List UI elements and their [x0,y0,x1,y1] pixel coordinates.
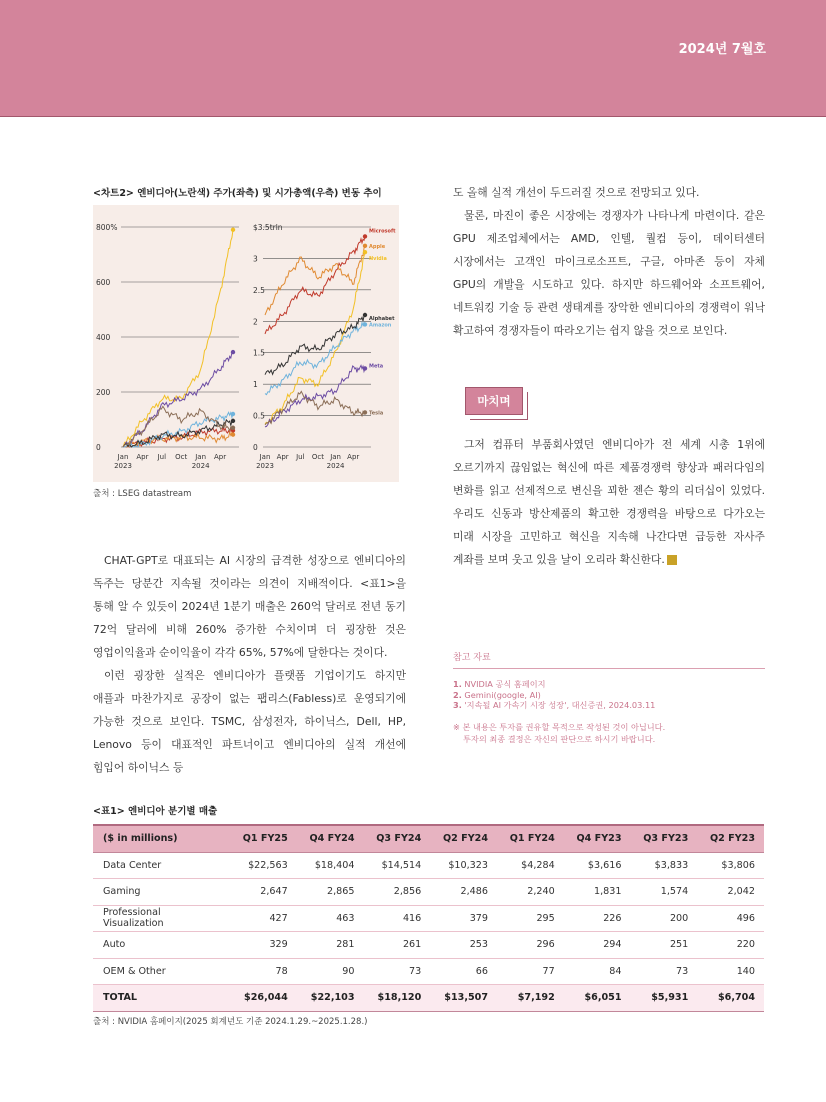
table-cell: 2,486 [430,879,497,906]
series-end-dot [231,350,235,354]
body-paragraph: CHAT-GPT로 대표되는 AI 시장의 급격한 성장으로 엔비디아의 독주는 당분간 지속될 것이라는 의견이 지배적이다. <표1>을 통해 알 수 있듯이 2024년 1분기 매출은 260억 달러로 전년 동기 72억 달러에 비해 260% 증가한 수치이며 더 굉장한 것은 영업이익율과 순이익율이 각각 65%, 57%에 달한다는 것이다. [93,554,406,659]
table-cell: 73 [631,958,698,985]
table-cell: $6,051 [564,985,631,1012]
y-tick-label: 1.5 [253,348,265,358]
x-tick-label: Oct [311,453,324,461]
x-tick-label: Jan [117,453,129,461]
x-tick-label: Jul [157,453,167,461]
table-cell: 261 [364,932,431,959]
table-cell: 200 [631,905,698,932]
section-heading-conclusion: 마치며 [465,387,523,415]
series-end-dot [363,244,367,248]
x-tick-label: Apr [136,453,149,461]
table-row [93,905,764,932]
series-line-nvidia [123,230,233,447]
column-header: Q4 FY23 [564,825,631,852]
year-label: 2024 [191,462,210,470]
table-cell: $22,563 [230,852,297,879]
body-paragraph: 이런 굉장한 실적은 엔비디아가 플랫폼 기업이기도 하지만 애플과 마찬가지로 공장이 없는 팹리스(Fabless)로 운영되기에 가능한 것으로 보인다. TSMC, 삼성전자, 하이닉스, Dell, HP, Lenovo 등이 대표적인 파트너이고 엔비디아의 실적 개선에 힘입어 하이닉스 등 [93,669,406,774]
table-cell: 294 [564,932,631,959]
table-row [93,932,764,959]
table-cell: $7,192 [497,985,564,1012]
table-title: <표1> 엔비디아 분기별 매출 [93,806,218,817]
legend-label: Nvidia [369,256,387,263]
legend-label: Apple [369,243,386,250]
table-cell: $18,404 [297,852,364,879]
table-row [93,958,764,985]
right-body-text [453,181,765,342]
series-end-dot [363,410,367,414]
y-tick-label: 0 [253,443,258,452]
legend-label: Microsoft [369,228,396,235]
disclaimer-line: ※ 본 내용은 투자를 권유할 목적으로 작성된 것이 아닙니다. [453,721,666,732]
reference-item: 1. NVIDIA 공식 홈페이지 [453,679,546,689]
x-tick-label: Jan [330,453,341,461]
y-tick-label: 3 [253,254,258,264]
row-label: OEM & Other [93,958,230,985]
conclusion-paragraph: 그저 컴퓨터 부품회사였던 엔비디아가 전 세계 시총 1위에 오르기까지 끊임없는 혁신에 따른 제품경쟁력 향상과 패러다임의 변화를 읽고 선제적으로 변신을 꾀한 젠슨 황의 리더십이 있었다. 우리도 신동과 방산제품의 확고한 경쟁력을 바탕으로 다가오는 미래 시장을 고민하고 혁신을 지속해 나간다면 급등한 자사주 계좌를 보며 웃고 있을 날이 오리라 확신한다. [453,438,765,566]
series-end-dot [363,250,367,254]
table-cell: 226 [564,905,631,932]
y-tick-label: 1 [253,380,258,390]
body-paragraph: 도 올해 실적 개선이 두드러질 것으로 전망되고 있다. [453,186,700,199]
table-cell: 2,647 [230,879,297,906]
table-cell: 90 [297,958,364,985]
table-cell: 66 [430,958,497,985]
end-mark-icon [667,555,677,565]
series-end-dot [231,419,235,423]
table-cell: 140 [697,958,764,985]
x-tick-label: Apr [347,453,360,461]
table-cell: 463 [297,905,364,932]
table-cell: 296 [497,932,564,959]
series-end-dot [363,322,367,326]
table-cell: 427 [230,905,297,932]
table-cell: 379 [430,905,497,932]
x-tick-label: Oct [175,453,188,461]
table-cell: $13,507 [430,985,497,1012]
table-cell: $18,120 [364,985,431,1012]
y-tick-label: 2.5 [253,285,265,295]
table-cell: 77 [497,958,564,985]
x-tick-label: Jul [296,453,305,461]
disclaimer-line: 투자의 최종 결정은 자신의 판단으로 하시기 바랍니다. [463,733,656,744]
table-cell: $10,323 [430,852,497,879]
legend-label: Amazon [369,322,392,329]
series-line-amazon [265,322,365,394]
table-source: 출처 : NVIDIA 홈페이지(2025 회계년도 기준 2024.1.29.~2025.1.28.) [93,1017,368,1027]
column-header: ($ in millions) [93,825,230,852]
x-tick-label: Apr [276,453,289,461]
series-line-apple [265,246,365,315]
revenue-table [93,824,764,1012]
issue-label: 2024년 7월호 [678,42,766,57]
series-end-dot [363,366,367,370]
table-cell: 2,240 [497,879,564,906]
legend-label: Tesla [369,410,384,417]
y-tick-label: 600 [96,278,111,287]
page-header [0,0,826,117]
y-tick-label: 400 [96,333,111,342]
table-cell: 329 [230,932,297,959]
table-row [93,852,764,879]
y-tick-label: 200 [96,388,111,397]
table-cell: $4,284 [497,852,564,879]
table-row [93,879,764,906]
table-cell: 73 [364,958,431,985]
column-header: Q2 FY23 [697,825,764,852]
column-header: Q1 FY25 [230,825,297,852]
references [453,650,765,745]
table-cell: 281 [297,932,364,959]
table-cell: 295 [497,905,564,932]
stock-chart [93,205,399,482]
legend-label: Meta [369,363,384,370]
left-body-text [93,549,406,779]
column-header: Q4 FY24 [297,825,364,852]
table-cell: 220 [697,932,764,959]
series-line-microsoft [265,236,365,334]
conclusion-text [453,433,765,571]
x-tick-label: Jan [195,453,207,461]
y-tick-label: $3.5trln [253,223,283,232]
series-end-dot [363,313,367,317]
table-cell: 2,865 [297,879,364,906]
series-end-dot [231,228,235,232]
table-cell: 1,831 [564,879,631,906]
table-cell: $3,833 [631,852,698,879]
table-cell: $14,514 [364,852,431,879]
table-cell: $6,704 [697,985,764,1012]
row-label: TOTAL [93,985,230,1012]
series-end-dot [363,234,367,238]
references-title: 참고 자료 [453,650,765,669]
y-tick-label: 0.5 [253,411,265,421]
table-cell: 78 [230,958,297,985]
y-tick-label: 0 [96,443,101,452]
series-end-dot [231,426,235,430]
table-cell: 1,574 [631,879,698,906]
row-label: Data Center [93,852,230,879]
column-header: Q2 FY24 [430,825,497,852]
table-cell: $5,931 [631,985,698,1012]
x-tick-label: Jan [259,453,271,461]
column-header: Q3 FY23 [631,825,698,852]
column-header: Q3 FY24 [364,825,431,852]
row-label: Auto [93,932,230,959]
table-cell: $22,103 [297,985,364,1012]
year-label: 2023 [256,462,274,470]
table-cell: 2,042 [697,879,764,906]
table-cell: $3,806 [697,852,764,879]
row-label: Professional Visualization [93,905,230,932]
chart-panel [93,205,399,482]
chart-title: <차트2> 엔비디아(노란색) 주가(좌측) 및 시가총액(우측) 변동 추이 [93,188,382,199]
x-tick-label: Apr [213,453,227,461]
series-end-dot [231,412,235,416]
series-end-dot [231,432,235,436]
column-header: Q1 FY24 [497,825,564,852]
body-paragraph: 물론, 마진이 좋은 시장에는 경쟁자가 나타나게 마련이다. 같은 GPU 제조업체에서는 AMD, 인텔, 퀄컴 등이, 데이터센터 시장에서는 고객인 마이크로소프트, 구글, 아마존 등이 자체 GPU의 개발을 시도하고 있다. 하지만 하드웨어와 소프트웨어, 네트워킹 기술 등 관련 생태계를 장악한 엔비디아의 경쟁력이 워낙 확고하여 경쟁자들이 따라오기는 쉽지 않을 것으로 보인다. [453,209,765,337]
reference-item: 3. '지속될 AI 가속기 시장 성장', 대신증권, 2024.03.11 [453,700,656,711]
table-header-row [93,825,764,852]
table-cell: 251 [631,932,698,959]
y-tick-label: 800% [96,223,118,232]
table-cell: 84 [564,958,631,985]
reference-item: 2. Gemini(google, AI) [453,689,541,700]
series-line-meta [265,365,365,427]
disclaimer [453,721,765,745]
table-cell: $3,616 [564,852,631,879]
year-label: 2023 [114,462,132,470]
table-total-row [93,985,764,1012]
table-cell: 253 [430,932,497,959]
year-label: 2024 [326,462,345,470]
table-cell: 2,856 [364,879,431,906]
table-cell: 416 [364,905,431,932]
row-label: Gaming [93,879,230,906]
table-cell: $26,044 [230,985,297,1012]
table-cell: 496 [697,905,764,932]
legend-label: Alphabet [369,316,395,322]
y-tick-label: 2 [253,317,258,327]
chart-source: 출처 : LSEG datastream [93,489,192,499]
